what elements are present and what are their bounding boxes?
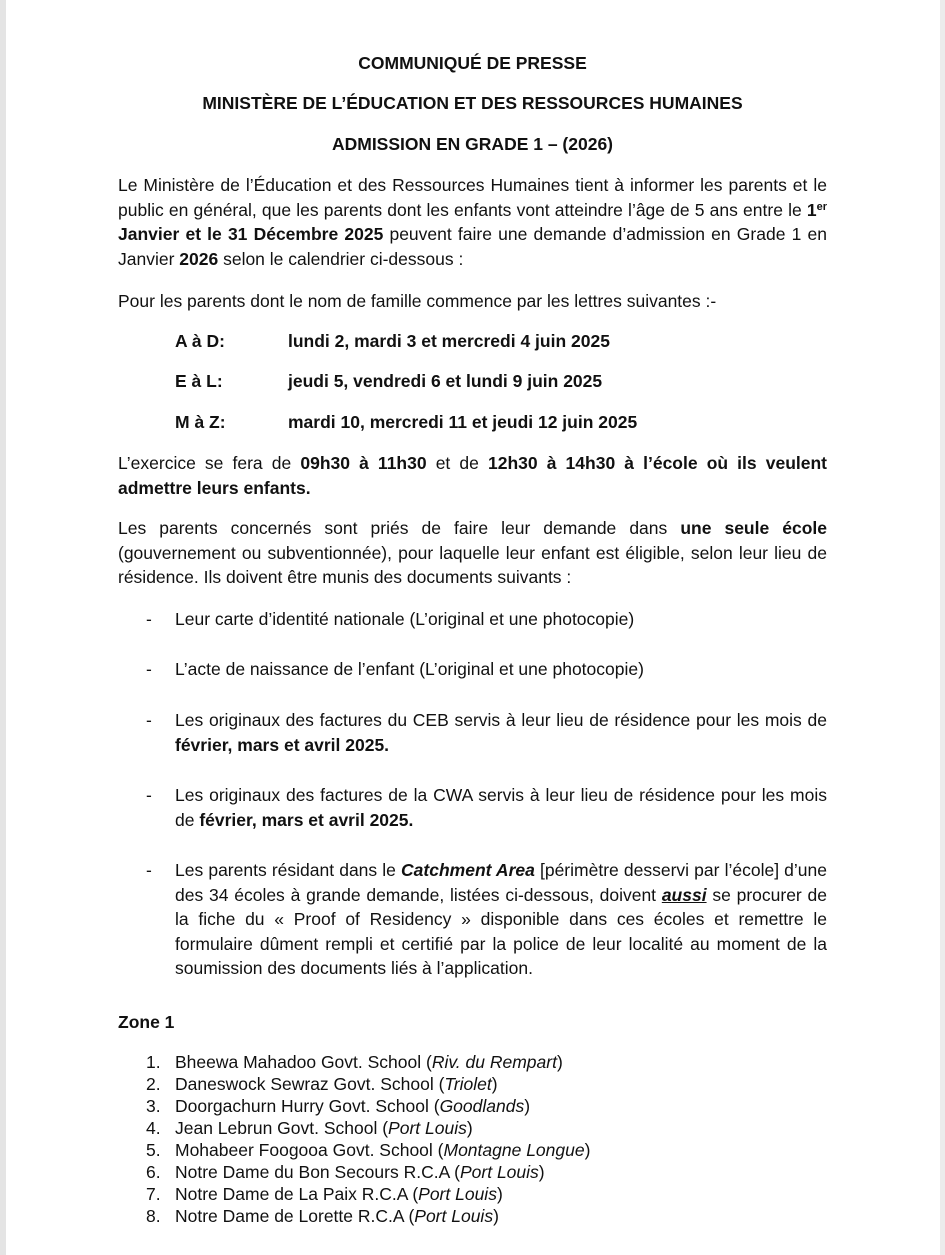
school-close: )	[556, 1052, 563, 1072]
school-place: Triolet	[444, 1074, 492, 1094]
school-name: Notre Dame de Lorette R.C.A (	[175, 1206, 415, 1226]
document-item-3	[175, 708, 827, 757]
schedule-intro: Pour les parents dont le nom de famille commence par les lettres suivantes :-	[118, 291, 717, 311]
schedule-letters-1: A à D:	[175, 331, 225, 351]
document-item-3-text: Les originaux des factures du CEB servis à leur lieu de résidence pour les mois de	[175, 710, 827, 730]
school-name: Notre Dame de La Paix R.C.A (	[175, 1184, 419, 1204]
document-item-5-text-2: [périmètre desservi par l’école] d’une des 34 écoles à grande demande, listées ci-dessous, doivent	[175, 860, 827, 905]
bullet-dash-4: -	[146, 785, 152, 805]
school-name: Daneswock Sewraz Govt. School (	[175, 1074, 445, 1094]
page-edge-right	[940, 0, 945, 1255]
school-close: )	[491, 1074, 498, 1094]
schedule-letters-3: M à Z:	[175, 412, 226, 432]
document-item-5	[175, 858, 827, 981]
aussi-emphasis: aussi	[661, 884, 707, 905]
bullet-dash-5: -	[146, 860, 152, 880]
school-close: )	[466, 1118, 473, 1138]
school-close: )	[524, 1096, 531, 1116]
intro-date-day: 1	[806, 199, 817, 220]
schedule-letters-2: E à L:	[175, 371, 223, 391]
school-place: Port Louis	[459, 1162, 539, 1182]
ministry-heading: MINISTÈRE DE L’ÉDUCATION ET DES RESSOURCES HUMAINES	[202, 93, 743, 113]
school-item	[175, 1117, 473, 1139]
catchment-area-term: Catchment Area	[401, 860, 535, 880]
schedule-dates-3: mardi 10, mercredi 11 et jeudi 12 juin 2025	[288, 412, 638, 432]
document-item-1: Leur carte d’identité nationale (L’original et une photocopie)	[175, 609, 635, 629]
press-release-title: COMMUNIQUÉ DE PRESSE	[358, 53, 587, 73]
school-name: Mohabeer Foogooa Govt. School (	[175, 1140, 444, 1160]
school-place: Goodlands	[439, 1096, 525, 1116]
school-item	[175, 1051, 563, 1073]
school-name: Jean Lebrun Govt. School (	[175, 1118, 389, 1138]
school-place: Port Louis	[414, 1206, 494, 1226]
document-item-5-text-3: se procurer de la fiche du « Proof of Residency » disponible dans ces écoles et remettre le formulaire dûment rempli et certifié par la police de leur localité au moment de la soumission des documents liés à l’application.	[175, 884, 827, 978]
parents-single-school: une seule école	[680, 518, 827, 538]
intro-date-rest: Janvier et le 31 Décembre 2025	[118, 224, 384, 244]
document-item-2: L’acte de naissance de l’enfant (L’original et une photocopie)	[175, 659, 644, 679]
hours-paragraph	[118, 451, 827, 500]
subject-heading: ADMISSION EN GRADE 1 – (2026)	[331, 134, 614, 154]
school-close: )	[584, 1140, 591, 1160]
page-edge-left	[0, 0, 6, 1255]
school-close: )	[538, 1162, 545, 1182]
intro-text-3: selon le calendrier ci-dessous :	[218, 248, 464, 269]
school-place: Port Louis	[418, 1184, 497, 1204]
parents-paragraph	[118, 516, 827, 590]
school-item	[175, 1073, 498, 1095]
school-number: 2.	[146, 1074, 161, 1094]
hours-text-1: L’exercice se fera de	[118, 453, 301, 473]
school-number: 7.	[146, 1184, 161, 1204]
school-close: )	[496, 1184, 503, 1204]
hours-afternoon: 12h30 à 14h30 à l’école où ils veulent admettre leurs enfants.	[118, 453, 828, 498]
document-item-3-months: février, mars et avril 2025.	[175, 734, 390, 755]
school-item	[175, 1139, 590, 1161]
school-place: Port Louis	[388, 1118, 467, 1138]
school-number: 4.	[146, 1118, 161, 1138]
school-item	[175, 1183, 503, 1205]
document-item-4-text: Les originaux des factures de la CWA servis à leur lieu de résidence pour les mois de	[175, 785, 827, 830]
school-number: 6.	[146, 1162, 161, 1182]
intro-text-2: peuvent faire une demande d’admission en Grade 1 en Janvier	[118, 224, 827, 269]
intro-text-1: Le Ministère de l’Éducation et des Ressources Humaines tient à informer les parents et le public en général, que les parents dont les enfants vont atteindre l’âge de 5 ans entre le	[118, 175, 827, 220]
school-name: Notre Dame du Bon Secours R.C.A (	[175, 1162, 460, 1182]
school-close: )	[493, 1206, 499, 1226]
schedule-dates-2: jeudi 5, vendredi 6 et lundi 9 juin 2025	[288, 371, 603, 391]
document-item-4	[175, 783, 827, 832]
zone-title: Zone 1	[118, 1012, 175, 1032]
intro-paragraph	[118, 173, 827, 271]
school-number: 8.	[146, 1206, 161, 1226]
intro-date-sup: er	[816, 200, 827, 213]
school-item	[175, 1205, 499, 1227]
school-item	[175, 1095, 530, 1117]
parents-text-2: (gouvernement ou subventionnée), pour laquelle leur enfant est éligible, selon leur lieu de résidence. Ils doivent être munis des documents suivants :	[118, 542, 827, 587]
document-item-5-text-1: Les parents résidant dans le	[175, 860, 402, 880]
intro-year: 2026	[179, 248, 219, 269]
bullet-dash-3: -	[146, 710, 152, 730]
school-number: 3.	[146, 1096, 161, 1116]
school-place: Riv. du Rempart	[431, 1052, 557, 1072]
bullet-dash-2: -	[146, 659, 152, 679]
bullet-dash-1: -	[146, 609, 152, 629]
school-item	[175, 1161, 545, 1183]
school-name: Doorgachurn Hurry Govt. School (	[175, 1096, 440, 1116]
hours-text-2: et de	[426, 453, 488, 473]
school-name: Bheewa Mahadoo Govt. School (	[175, 1052, 432, 1072]
schedule-dates-1: lundi 2, mardi 3 et mercredi 4 juin 2025	[288, 331, 610, 351]
hours-morning: 09h30 à 11h30	[300, 453, 427, 473]
document-item-4-months: février, mars et avril 2025.	[199, 809, 414, 830]
parents-text-1: Les parents concernés sont priés de faire leur demande dans	[118, 518, 681, 538]
school-number: 1.	[146, 1052, 161, 1072]
school-place: Montagne Longue	[443, 1140, 585, 1160]
school-number: 5.	[146, 1140, 161, 1160]
